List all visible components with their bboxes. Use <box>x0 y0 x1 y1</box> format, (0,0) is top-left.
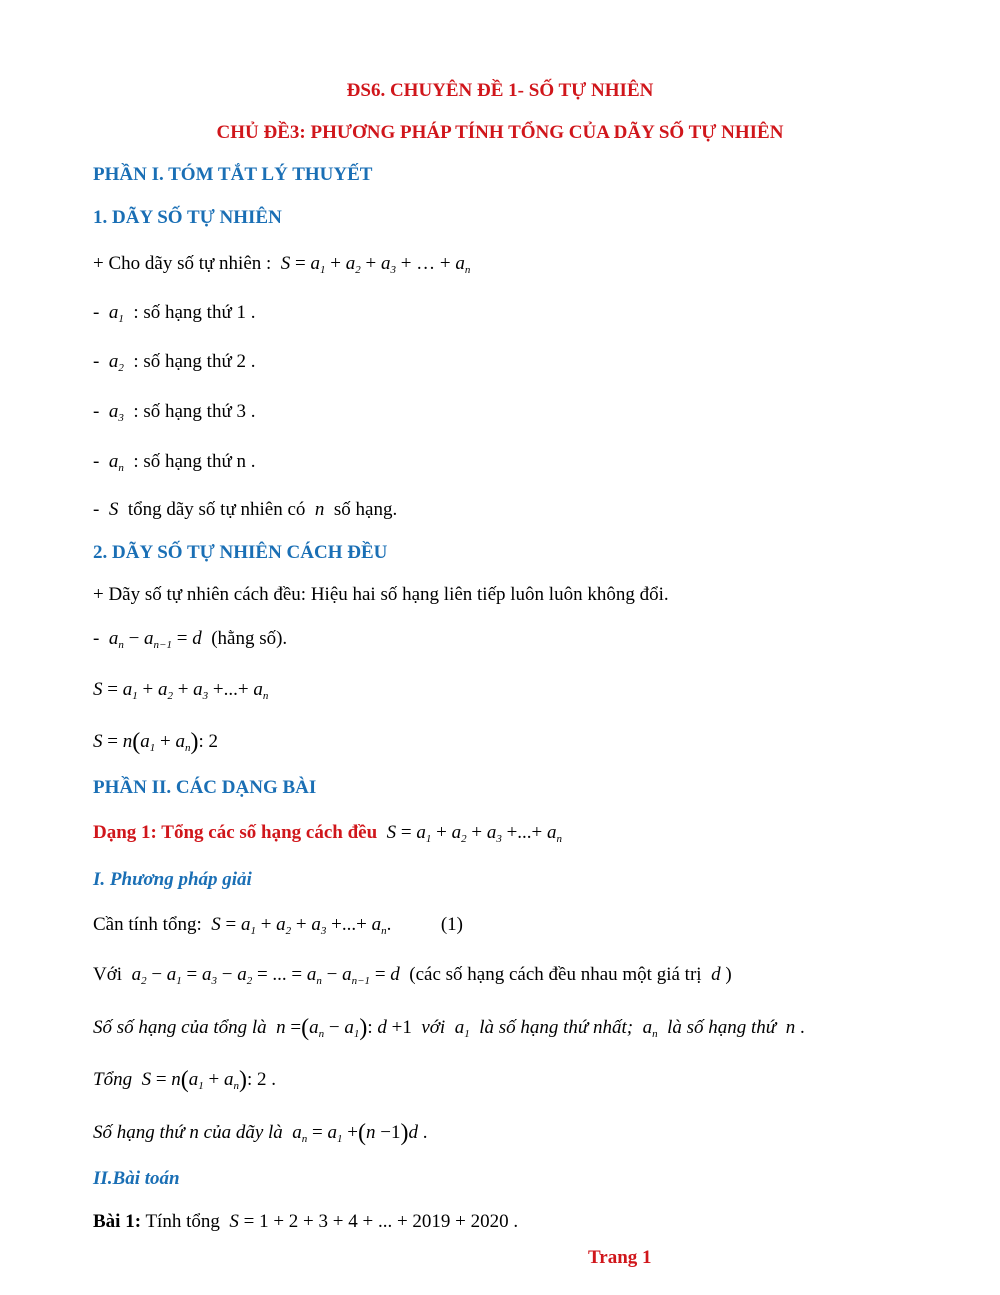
nth-label: Số hạng thứ n của dãy là <box>93 1122 283 1143</box>
term-a2-text: : số hạng thứ 2 . <box>133 351 256 372</box>
need-sum-line: Cần tính tổng: $S = a_1 + a_2 + a_3$ +...+ $a_n$. (1) <box>93 914 463 937</box>
with-line: Với $a_2 - a_1 = a_3 - a_2$ = ... = $a_n - a_{n-1} = d$ (các số hạng cách đều nhau một giá trị d ) <box>93 964 732 987</box>
with-note: (các số hạng cách đều nhau một giá trị <box>409 964 702 985</box>
dang1-formula: $S = a_1 + a_2 + a_3$ +...+ $a_n$ <box>386 822 562 845</box>
need-sum-label: Cần tính tổng: <box>93 914 202 935</box>
bai1-text: Tính tổng <box>145 1211 220 1232</box>
sum-formula: $S = a_1 + a_2 + a_3$ + … + $a_n$ <box>280 253 471 276</box>
section1-heading: 1. DÃY SỐ TỰ NHIÊN <box>93 207 282 228</box>
document-subtitle: CHỦ ĐỀ3: PHƯƠNG PHÁP TÍNH TỔNG CỦA DÃY SỐ TỰ NHIÊN <box>216 122 784 143</box>
bai1-line: Bài 1: Tính tổng S = 1 + 2 + 3 + 4 + ... + 2019 + 2020 . <box>93 1211 519 1232</box>
term-s: - S tổng dãy số tự nhiên có n số hạng. <box>93 499 398 520</box>
term-a3: - $a_3$ : số hạng thứ 3 . <box>93 401 256 424</box>
sum-result-formula: $S = n(a_1 + a_n)$: 2 <box>93 729 218 755</box>
section2-heading: 2. DÃY SỐ TỰ NHIÊN CÁCH ĐỀU <box>93 542 388 563</box>
page-number: Trang 1 <box>588 1247 652 1268</box>
part2-heading: PHẦN II. CÁC DẠNG BÀI <box>93 777 317 798</box>
count-line: Số số hạng của tổng là $n =(a_n - a_1)$: d +1 với $a_1$ là số hạng thứ nhất; $a_n$ là số hạng thứ n . <box>93 1015 805 1041</box>
problems-heading: II.Bài toán <box>93 1168 180 1189</box>
term-a2: - $a_2$ : số hạng thứ 2 . <box>93 351 256 374</box>
intro-text: + Cho dãy số tự nhiên : <box>93 253 272 274</box>
document-title: ĐS6. CHUYÊN ĐỀ 1- SỐ TỰ NHIÊN <box>346 80 654 101</box>
nth-term-line: Số hạng thứ n của dãy là $a_n = a_1 +(n -1)d$ . <box>93 1120 428 1146</box>
count-with: với <box>421 1017 446 1038</box>
count-first: là số hạng thứ nhất; <box>479 1017 634 1038</box>
term-a3-text: : số hạng thứ 3 . <box>133 401 256 422</box>
count-label: Số số hạng của tổng là <box>93 1017 267 1038</box>
equation-number: (1) <box>440 914 463 935</box>
bai1-label: Bài 1: <box>93 1211 142 1232</box>
count-last: là số hạng thứ <box>667 1017 777 1038</box>
term-an: - $a_n$ : số hạng thứ n . <box>93 451 256 474</box>
const-note: (hằng số). <box>211 628 288 649</box>
sum-formula-2: $S = a_1 + a_2 + a_3$ +...+ $a_n$ <box>93 679 269 702</box>
sum-line: Tổng $S = n(a_1 + a_n)$: 2 . <box>93 1067 277 1093</box>
method-heading: I. Phương pháp giải <box>93 869 252 890</box>
part1-heading: PHẦN I. TÓM TẮT LÝ THUYẾT <box>93 164 373 185</box>
term-a1-text: : số hạng thứ 1 . <box>133 302 256 323</box>
section2-intro: + Dãy số tự nhiên cách đều: Hiệu hai số hạng liên tiếp luôn luôn không đổi. <box>93 584 669 605</box>
sum-label: Tổng <box>93 1069 133 1090</box>
term-a1: - $a_1$ : số hạng thứ 1 . <box>93 302 256 325</box>
term-an-text: : số hạng thứ n . <box>133 451 256 472</box>
difference-formula: - $a_n - a_{n-1} = d$ (hằng số). <box>93 628 288 651</box>
dang1-heading <box>93 822 562 844</box>
term-s-text2: số hạng. <box>333 499 398 520</box>
term-s-text: tổng dãy số tự nhiên có <box>127 499 306 520</box>
with-label: Với <box>93 964 123 985</box>
section1-intro <box>93 253 470 275</box>
dang1-label: Dạng 1: Tổng các số hạng cách đều <box>93 822 378 843</box>
